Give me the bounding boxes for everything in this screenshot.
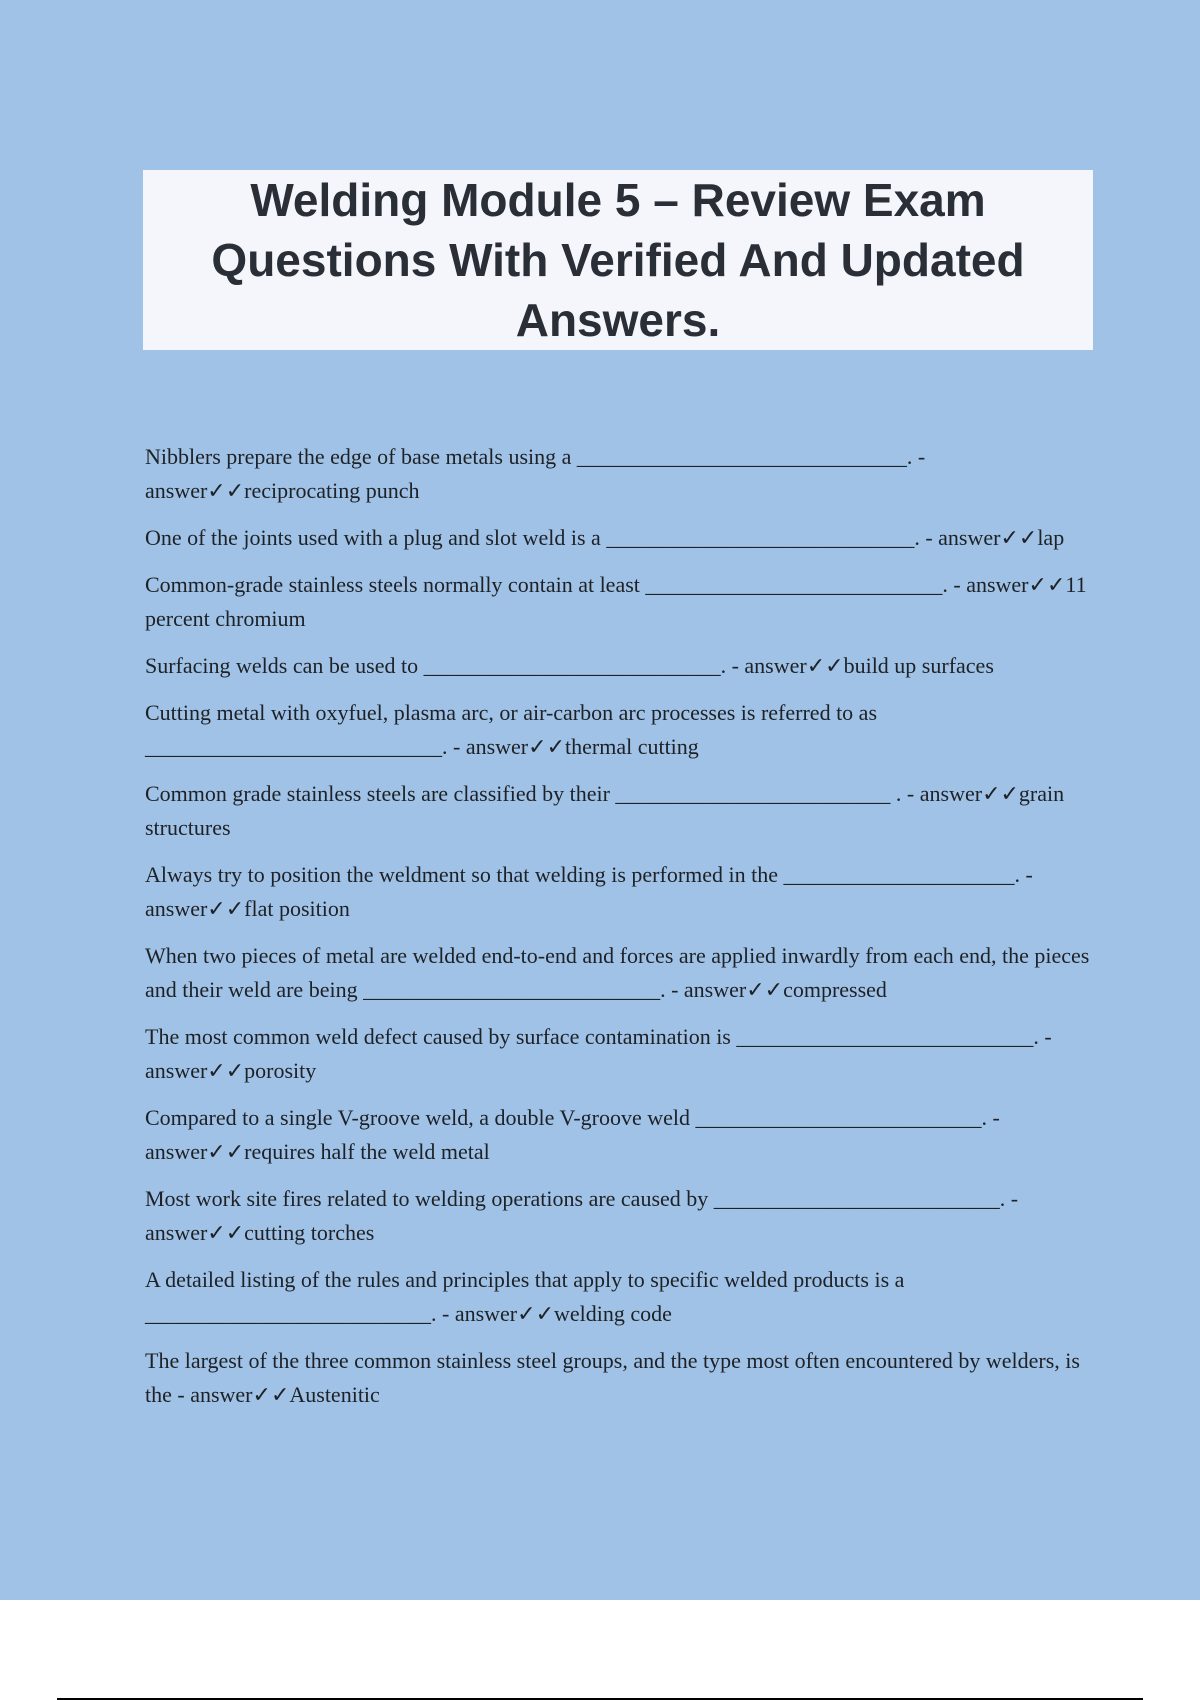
question-item-13: The largest of the three common stainless steel groups, and the type most often encountered by welders, is the - answer✓✓Austenitic — [145, 1348, 1080, 1407]
question-item-9: The most common weld defect caused by surface contamination is ___________________________. - answer✓✓porosity — [145, 1024, 1052, 1083]
document-title: Welding Module 5 – Review Exam Questions With Verified And Updated Answers. — [211, 174, 1025, 346]
question-item-10: Compared to a single V-groove weld, a double V-groove weld __________________________. - answer✓✓requires half the weld metal — [145, 1105, 1000, 1164]
question-item-8: When two pieces of metal are welded end-to-end and forces are applied inwardly from each end, the pieces and their weld are being ___________________________. - answer✓✓compressed — [145, 943, 1090, 1002]
question-list — [145, 440, 1095, 1425]
question-item-4: Surfacing welds can be used to ___________________________. - answer✓✓build up surfaces — [145, 653, 994, 678]
question-item-11: Most work site fires related to welding operations are caused by __________________________. - answer✓✓cutting torches — [145, 1186, 1019, 1245]
question-item-6: Common grade stainless steels are classified by their _________________________ . - answer✓✓grain structures — [145, 781, 1065, 840]
question-item-7: Always try to position the weldment so that welding is performed in the _____________________. - answer✓✓flat position — [145, 862, 1033, 921]
question-item-1: Nibblers prepare the edge of base metals using a ______________________________. - answer✓✓reciprocating punch — [145, 444, 926, 503]
question-item-2: One of the joints used with a plug and slot weld is a ____________________________. - answer✓✓lap — [145, 525, 1065, 550]
title-banner — [143, 170, 1093, 350]
question-item-3: Common-grade stainless steels normally contain at least ___________________________. - answer✓✓11 percent chromium — [145, 572, 1087, 631]
question-item-5: Cutting metal with oxyfuel, plasma arc, or air-carbon arc processes is referred to as ___________________________. - answer✓✓thermal cutting — [145, 700, 878, 759]
question-item-12: A detailed listing of the rules and principles that apply to specific welded products is a __________________________. - answer✓✓welding code — [145, 1267, 905, 1326]
